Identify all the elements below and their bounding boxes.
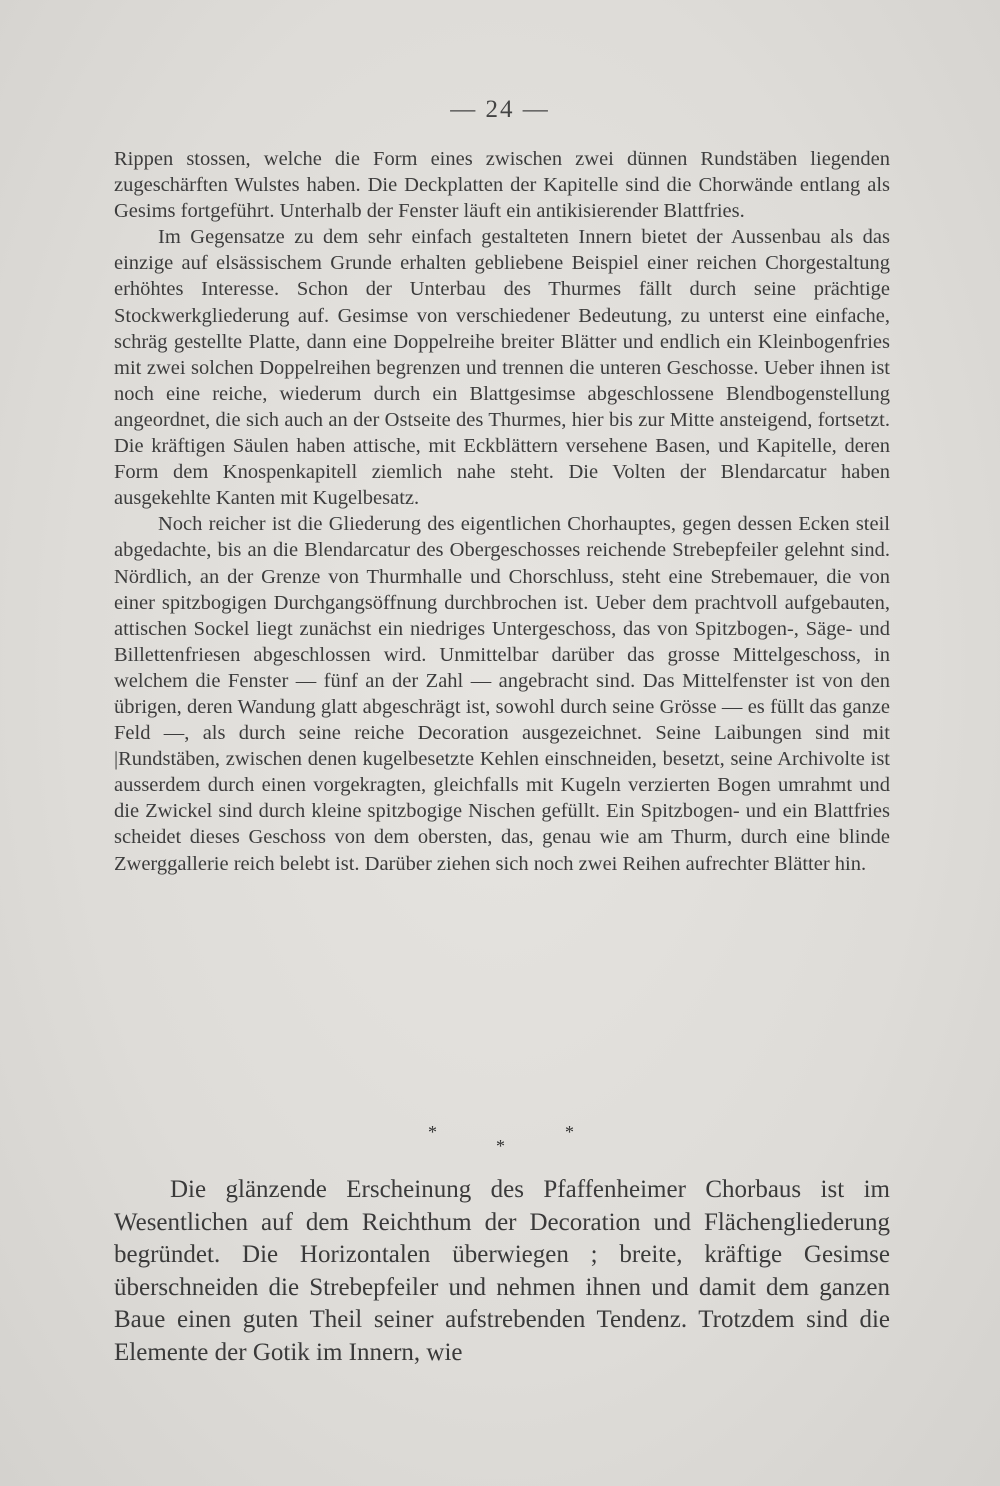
paragraph-exterior: Im Gegensatze zu dem sehr einfach gestalteten Innern bietet der Aussenbau als das einzige auf elsässischem Grunde erhalten gebliebene Beispiel einer reichen Chorgestaltung erhöhtes Interesse. Schon der Unterbau des Thurmes fällt durch seine prächtige Stockwerkgliederung auf. Gesimse von verschiedener Bedeutung, zu unterst eine einfache, schräg gestellte Platte, dann eine Doppelreihe breiter Blätter und endlich ein Kleinbogenfries mit zwei solchen Doppelreihen begrenzen und trennen die unteren Geschosse. Ueber ihnen ist noch eine reiche, wiederum durch ein Blattgesimse abgeschlossene Blendbogenstellung angeordnet, die sich auch an der Ostseite des Thurmes, hier bis zur Mitte ansteigend, fortsetzt. Die kräftigen Säulen haben attische, mit Eckblättern versehene Basen, und Kapitelle, deren Form dem Knospenkapitell ziemlich nahe steht. Die Volten der Blendarcatur haben ausgekehlte Kanten mit Kugelbesatz. [114, 226, 890, 510]
main-text-block [114, 146, 890, 877]
paragraph-summary: Die glänzende Erscheinung des Pfaffenheimer Chorbaus ist im Wesentlichen auf dem Reichthum der Decoration und Flächengliederung begründet. Die Horizontalen überwiegen ; breite, kräftige Gesimse überschneiden die Strebepfeiler und nehmen ihnen und damit dem ganzen Baue einen guten Theil seiner aufstrebenden Tendenz. Trotzdem sind die Elemente der Gotik im Innern, wie [114, 1176, 890, 1366]
asterisk-center: * [496, 1136, 505, 1156]
paragraph-continuation: Rippen stossen, welche die Form eines zwischen zwei dünnen Rundstäben liegenden zugeschärften Wulstes haben. Die Deckplatten der Kapitelle sind die Chorwände entlang als Gesims fortgeführt. Unterhalb der Fenster läuft ein antikisierender Blattfries. [114, 148, 890, 223]
asterisk-left: * [428, 1122, 437, 1142]
page-number: — 24 — [450, 96, 550, 123]
asterisk-right: * [565, 1122, 574, 1142]
section-divider-asterism [0, 1122, 1000, 1162]
paragraph-chorhaupt: Noch reicher ist die Gliederung des eigentlichen Chorhauptes, gegen dessen Ecken steil abgedachte, bis an die Blendarcatur des Obergeschosses reichende Strebepfeiler gelehnt sind. Nördlich, an der Grenze von Thurmhalle und Chorschluss, steht eine Strebemauer, die von einer spitzbogigen Durchgangsöffnung durchbrochen ist. Ueber dem prachtvoll aufgebauten, attischen Sockel liegt zunächst ein niedriges Untergeschoss, das von Spitzbogen-, Säge- und Billettenfriesen abgeschlossen wird. Unmittelbar darüber das grosse Mittelgeschoss, in welchem die Fenster — fünf an der Zahl — angebracht sind. Das Mittelfenster ist von den übrigen, deren Wandung glatt abgeschrägt ist, sowohl durch seine Grösse — es füllt das ganze Feld —, als durch seine reiche Decoration ausgezeichnet. Seine Laibungen sind mit |Rundstäben, zwischen denen kugelbesetzte Kehlen einschneiden, besetzt, seine Archivolte ist ausserdem durch einen vorgekragten, gleichfalls mit Kugeln verzierten Bogen umrahmt und die Zwickel sind durch kleine spitzbogige Nischen gefüllt. Ein Spitzbogen- und ein Blattfries scheidet dieses Geschoss von dem obersten, das, genau wie am Thurm, durch eine blinde Zwerggallerie reich belebt ist. Darüber ziehen sich noch zwei Reihen aufrechter Blätter hin. [114, 513, 890, 875]
large-text-block [114, 1174, 890, 1369]
